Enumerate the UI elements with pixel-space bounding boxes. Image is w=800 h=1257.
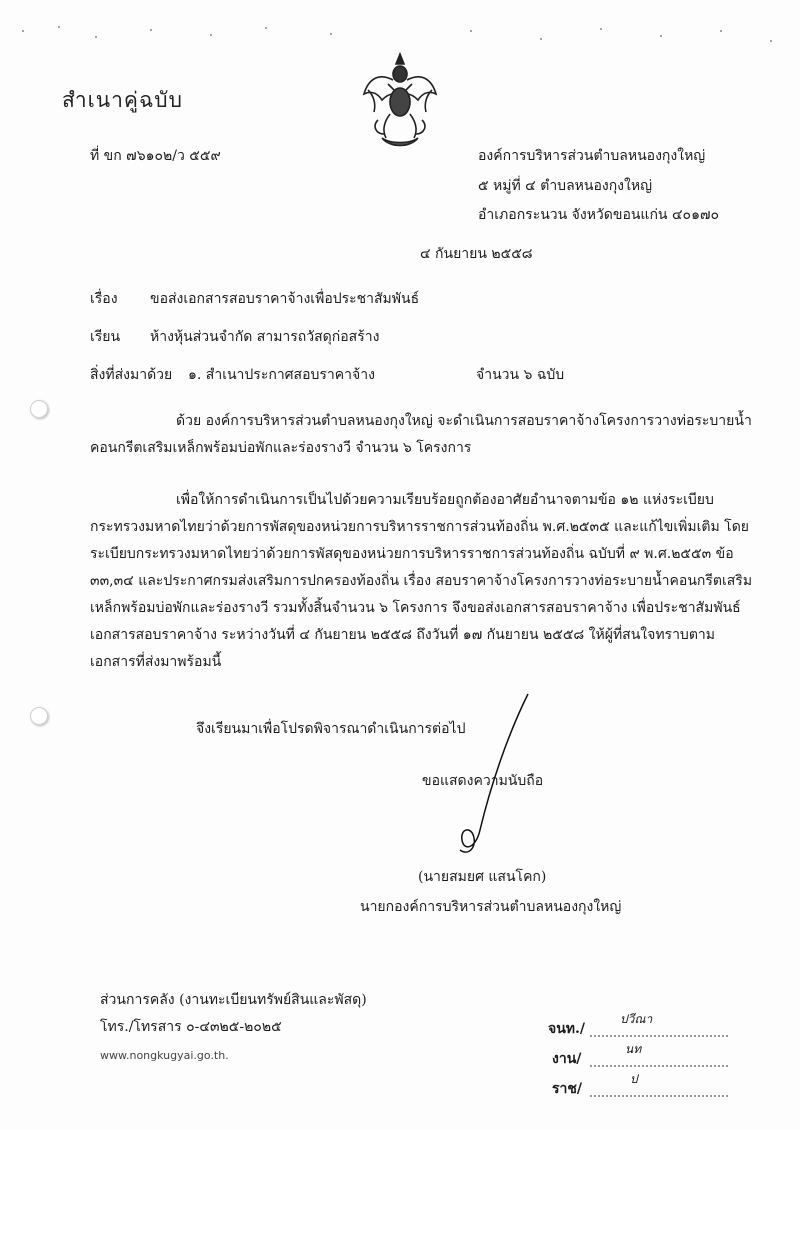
paragraph-line: เอกสารสอบราคาจ้าง ระหว่างวันที่ ๔ กันยายน ๒๕๕๘ ถึงวันที่ ๑๗ กันยายน ๒๕๕๘ ให้ผู้ที่สนใจทราบตาม [90, 627, 716, 643]
paragraph-line: กระทรวงมหาดไทยว่าด้วยการพัสดุของหน่วยการบริหารราชการส่วนท้องถิ่น พ.ศ.๒๕๓๕ และแก้ไขเพิ่มเติม โดย [90, 519, 749, 535]
initial-label: ราช/ [552, 1081, 582, 1097]
paragraph-line: คอนกรีตเสริมเหล็กพร้อมบ่อพักและร่องรางวี จำนวน ๖ โครงการ [90, 440, 472, 456]
initial-mark: ป [630, 1072, 638, 1086]
punch-hole [30, 707, 48, 725]
initial-label: งาน/ [552, 1051, 582, 1067]
signer-title: นายกองค์การบริหารส่วนตำบลหนองกุงใหญ่ [360, 899, 622, 915]
paragraph-body [90, 487, 753, 676]
initial-label: จนท./ [548, 1021, 585, 1037]
punch-hole [30, 400, 48, 418]
recipient-label: เรียน [90, 329, 121, 345]
initial-underline [590, 1064, 730, 1068]
copy-stamp: สำเนาคู่ฉบับ [62, 88, 183, 112]
paragraph-line: ๓๓,๓๔ และประกาศกรมส่งเสริมการปกครองท้องถิ่น เรื่อง สอบราคาจ้างโครงการวางท่อระบายน้ำคอนกรีตเสริม [90, 573, 753, 589]
enclosure-quantity: จำนวน ๖ ฉบับ [476, 367, 565, 383]
garuda-emblem-icon [360, 50, 440, 150]
footer-division: ส่วนการคลัง (งานทะเบียนทรัพย์สินและพัสดุ) [100, 992, 367, 1008]
letter-date: ๔ กันยายน ๒๕๕๘ [420, 246, 533, 262]
paragraph-line: ด้วย องค์การบริหารส่วนตำบลหนองกุงใหญ่ จะดำเนินการสอบราคาจ้างโครงการวางท่อระบายน้ำ [176, 413, 752, 429]
sender-address-2: อำเภอกระนวน จังหวัดขอนแก่น ๔๐๑๗๐ [478, 207, 720, 223]
enclosure-text: ๑. สำเนาประกาศสอบราคาจ้าง [188, 367, 375, 383]
closing-request: จึงเรียนมาเพื่อโปรดพิจารณาดำเนินการต่อไป [196, 721, 466, 737]
initial-mark: นท [625, 1042, 642, 1056]
enclosure-label: สิ่งที่ส่งมาด้วย [90, 367, 173, 383]
paragraph-line: เพื่อให้การดำเนินการเป็นไปด้วยความเรียบร้อยถูกต้องอาศัยอำนาจตามข้อ ๑๒ แห่งระเบียบ [176, 492, 714, 508]
initial-mark: ปวีณา [620, 1012, 653, 1026]
document-number: ที่ ขก ๗๖๑๐๒/ว ๕๕๙ [90, 148, 221, 164]
paragraph-line: เอกสารที่ส่งมาพร้อมนี้ [90, 654, 222, 670]
sender-address-1: ๕ หมู่ที่ ๔ ตำบลหนองกุงใหญ่ [478, 178, 652, 194]
paragraph-line: ระเบียบกระทรวงมหาดไทยว่าด้วยการพัสดุของหน่วยการบริหารราชการส่วนท้องถิ่น ฉบับที่ ๙ พ.ศ.๒๕๕๓ ข้อ [90, 546, 734, 562]
footer-website: www.nongkugyai.go.th. [100, 1049, 229, 1062]
paragraph-intro [90, 408, 752, 462]
subject-text: ขอส่งเอกสารสอบราคาจ้างเพื่อประชาสัมพันธ์ [150, 291, 420, 307]
initial-underline [590, 1034, 730, 1038]
signer-name: (นายสมยศ แสนโคก) [418, 869, 547, 885]
paragraph-line: เหล็กพร้อมบ่อพักและร่องรางวี รวมทั้งสิ้นจำนวน ๖ โครงการ จึงขอส่งเอกสารสอบราคาจ้าง เพื่อประชาสัมพันธ์ [90, 600, 741, 616]
footer-phone: โทร./โทรสาร ๐-๔๓๒๕-๒๐๒๕ [100, 1019, 282, 1035]
blank-area [0, 1130, 800, 1257]
closing-salutation: ขอแสดงความนับถือ [422, 773, 544, 789]
sender-org: องค์การบริหารส่วนตำบลหนองกุงใหญ่ [478, 148, 706, 164]
initial-underline [590, 1094, 730, 1098]
recipient-text: ห้างหุ้นส่วนจำกัด สามารถวัสดุก่อสร้าง [150, 329, 380, 345]
subject-label: เรื่อง [90, 291, 118, 307]
